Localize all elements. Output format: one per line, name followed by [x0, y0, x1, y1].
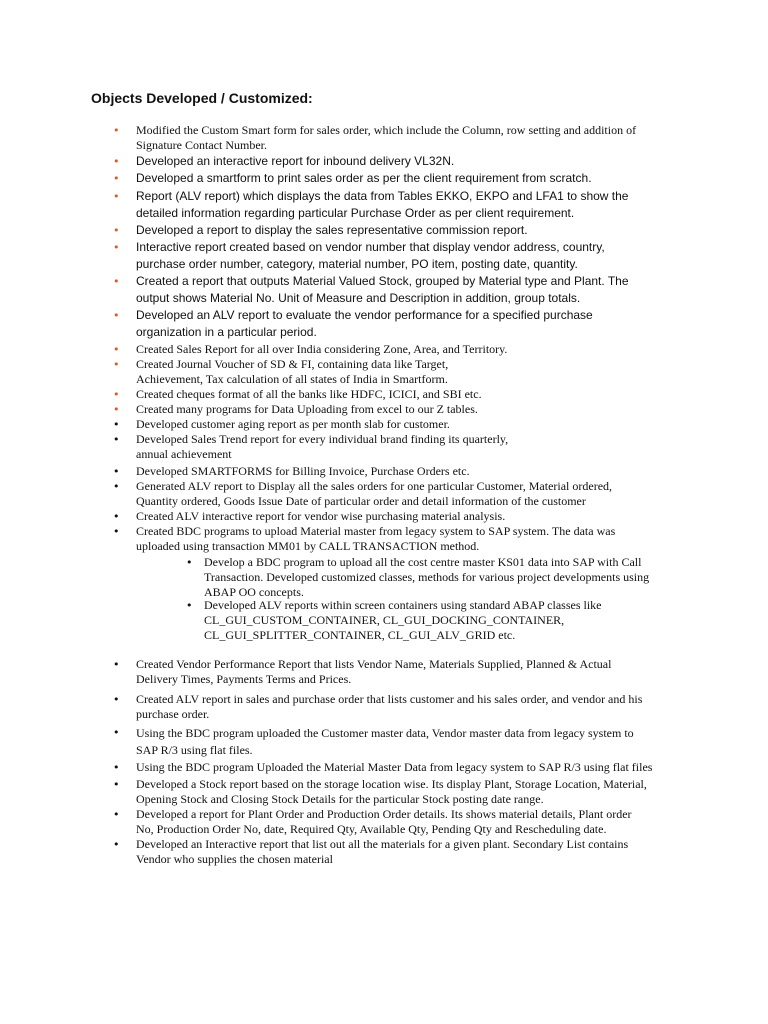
text-line: detailed information regarding particular Purchase Order as per client requirement.: [136, 206, 575, 220]
text-line: Developed an ALV report to evaluate the vendor performance for a specified purchase: [136, 308, 593, 322]
bullet-icon: •: [113, 155, 120, 168]
section-heading: Objects Developed / Customized:: [91, 90, 313, 106]
bullet-icon: •: [113, 761, 120, 774]
bullet-icon: •: [186, 599, 193, 612]
text-line: output shows Material No. Unit of Measure and Description in addition, group totals.: [136, 291, 581, 305]
bullet-icon: •: [113, 124, 120, 137]
bullet-icon: •: [113, 309, 120, 322]
text-line: Interactive report created based on vendor number that display vendor address, country,: [136, 240, 605, 254]
bullet-icon: •: [113, 480, 120, 493]
list-item-text: [136, 123, 636, 153]
text-line: Created BDC programs to upload Material master from legacy system to SAP system. The data was: [136, 524, 616, 538]
list-item-text: [136, 725, 634, 759]
text-line: Developed customer aging report as per month slab for customer.: [136, 417, 450, 431]
text-line: CL_GUI_SPLITTER_CONTAINER, CL_GUI_ALV_GRID etc.: [204, 628, 516, 642]
text-line: Delivery Times, Payments Terms and Prices.: [136, 672, 352, 686]
list-item-text: [136, 777, 647, 807]
text-line: Vendor who supplies the chosen material: [136, 852, 333, 866]
text-line: Report (ALV report) which displays the data from Tables EKKO, EKPO and LFA1 to show the: [136, 189, 629, 203]
text-line: Transaction. Developed customized classes, methods for various project developments using: [204, 570, 650, 584]
text-line: Developed an Interactive report that list out all the materials for a given plant. Secondary List contains: [136, 837, 629, 851]
list-item-text: [136, 432, 508, 462]
bullet-icon: •: [113, 778, 120, 791]
list-item-text: [136, 342, 507, 357]
text-line: Created a report that outputs Material Valued Stock, grouped by Material type and Plant. The: [136, 274, 629, 288]
text-line: Created cheques format of all the banks like HDFC, ICICI, and SBI etc.: [136, 387, 482, 401]
text-line: Achievement, Tax calculation of all states of India in Smartform.: [136, 372, 448, 386]
list-item-text: [136, 153, 454, 170]
text-line: Using the BDC program uploaded the Customer master data, Vendor master data from legacy system to: [136, 726, 634, 740]
text-line: organization in a particular period.: [136, 325, 317, 339]
bullet-icon: •: [186, 556, 193, 569]
text-line: CL_GUI_CUSTOM_CONTAINER, CL_GUI_DOCKING_CONTAINER,: [204, 613, 565, 627]
text-line: Developed an interactive report for inbound delivery VL32N.: [136, 154, 455, 168]
list-item-text: [136, 387, 482, 402]
bullet-icon: •: [113, 343, 120, 356]
list-item-text: [136, 524, 615, 554]
text-line: SAP R/3 using flat files.: [136, 743, 253, 757]
list-item-text: [136, 222, 528, 239]
text-line: Created many programs for Data Uploading from excel to our Z tables.: [136, 402, 478, 416]
text-line: Created Journal Voucher of SD & FI, containing data like Target,: [136, 357, 449, 371]
bullet-icon: •: [113, 433, 120, 446]
text-line: Develop a BDC program to upload all the cost centre master KS01 data into SAP with Call: [204, 555, 642, 569]
text-line: purchase order number, category, material number, PO item, posting date, quantity.: [136, 257, 578, 271]
text-line: Developed ALV reports within screen containers using standard ABAP classes like: [204, 598, 602, 612]
text-line: Modified the Custom Smart form for sales order, which include the Column, row setting and addition of: [136, 123, 637, 137]
text-line: ABAP OO concepts.: [204, 585, 304, 599]
text-line: Developed a report for Plant Order and Production Order details. Its shows material details, Plant order: [136, 807, 632, 821]
bullet-icon: •: [113, 358, 120, 371]
text-line: Quantity ordered, Goods Issue Date of particular order and detail information of the customer: [136, 494, 586, 508]
list-item-text: [136, 692, 642, 722]
text-line: Created ALV report in sales and purchase order that lists customer and his sales order, and vendor and his: [136, 692, 643, 706]
list-item-text: [136, 239, 605, 273]
list-item-text: [136, 307, 593, 341]
bullet-icon: •: [113, 388, 120, 401]
bullet-icon: •: [113, 403, 120, 416]
list-item-text: [136, 464, 470, 479]
bullet-icon: •: [113, 726, 120, 739]
list-item-text: [136, 170, 592, 187]
bullet-icon: •: [113, 172, 120, 185]
list-item-text: [136, 273, 629, 307]
text-line: annual achievement: [136, 447, 232, 461]
text-line: Using the BDC program Uploaded the Material Master Data from legacy system to SAP R/3 using flat files: [136, 760, 653, 774]
bullet-icon: •: [113, 241, 120, 254]
list-item-text: [136, 657, 611, 687]
list-item-text: [136, 188, 628, 222]
bullet-icon: •: [113, 224, 120, 237]
text-line: Developed a Stock report based on the storage location wise. Its display Plant, Storage Location, Material,: [136, 777, 647, 791]
list-item-text: [204, 555, 649, 600]
bullet-icon: •: [113, 418, 120, 431]
text-line: Developed SMARTFORMS for Billing Invoice, Purchase Orders etc.: [136, 464, 470, 478]
text-line: uploaded using transaction MM01 by CALL TRANSACTION method.: [136, 539, 480, 553]
list-item-text: [136, 479, 612, 509]
bullet-icon: •: [113, 808, 120, 821]
text-line: No, Production Order No, date, Required Qty, Available Qty, Pending Qty and Rescheduling date.: [136, 822, 607, 836]
bullet-icon: •: [113, 510, 120, 523]
bullet-icon: •: [113, 275, 120, 288]
list-item-text: [136, 357, 448, 387]
bullet-icon: •: [113, 838, 120, 851]
text-line: Created Sales Report for all over India considering Zone, Area, and Territory.: [136, 342, 508, 356]
text-line: Developed a report to display the sales representative commission report.: [136, 223, 528, 237]
list-item-text: [136, 807, 632, 837]
text-line: purchase order.: [136, 707, 210, 721]
list-item-text: [136, 760, 652, 775]
text-line: Opening Stock and Closing Stock Details for the particular Stock posting date range.: [136, 792, 544, 806]
text-line: Signature Contact Number.: [136, 138, 267, 152]
bullet-icon: •: [113, 525, 120, 538]
list-item-text: [204, 598, 601, 643]
list-item-text: [136, 509, 505, 524]
text-line: Developed a smartform to print sales order as per the client requirement from scratch.: [136, 171, 592, 185]
bullet-icon: •: [113, 465, 120, 478]
text-line: Generated ALV report to Display all the sales orders for one particular Customer, Material ordered,: [136, 479, 613, 493]
list-item-text: [136, 402, 478, 417]
bullet-icon: •: [113, 693, 120, 706]
bullet-icon: •: [113, 658, 120, 671]
list-item-text: [136, 417, 450, 432]
text-line: Developed Sales Trend report for every individual brand finding its quarterly,: [136, 432, 509, 446]
list-item-text: [136, 837, 628, 867]
bullet-icon: •: [113, 190, 120, 203]
text-line: Created ALV interactive report for vendor wise purchasing material analysis.: [136, 509, 506, 523]
text-line: Created Vendor Performance Report that lists Vendor Name, Materials Supplied, Planned & Actual: [136, 657, 612, 671]
